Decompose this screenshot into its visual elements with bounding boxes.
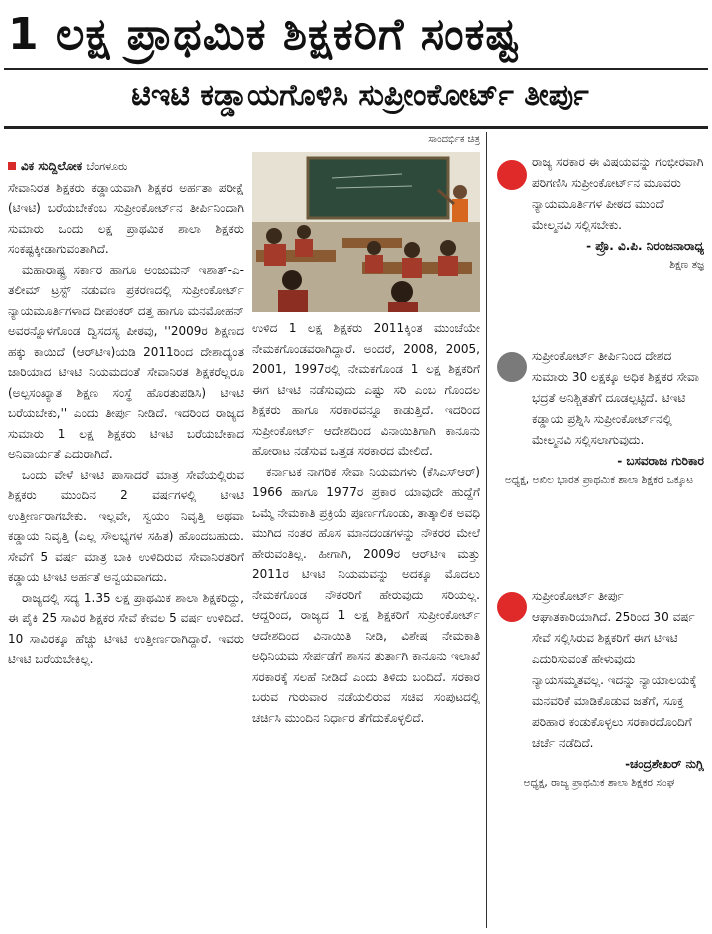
quote-block — [494, 346, 704, 582]
body-paragraph: ರಾಜ್ಯದಲ್ಲಿ ಸದ್ಯ 1.35 ಲಕ್ಷ ಪ್ರಾಥಮಿಕ ಶಾಲಾ ಶಿಕ್ಷಕರಿದ್ದು, ಈ ಪೈಕಿ 25 ಸಾವಿರ ಶಿಕ್ಷಕರ ಸೇವೆ ಕೇವಲ 5 ವರ್ಷ ಉಳಿದಿದೆ. 10 ಸಾವಿರಕ್ಕೂ ಹೆಚ್ಚು ಟಿಇಟಿ ಉತ್ತೀರ್ಣರಾಗಿದ್ದಾರೆ. ಇವರು ಟಿಇಟಿ ಬರೆಯಬೇಕಿಲ್ಲ. — [8, 590, 244, 666]
body-paragraph: ಕರ್ನಾಟಕ ನಾಗರಿಕ ಸೇವಾ ನಿಯಮಗಳು (ಕೆಸಿಎಸ್‌ಆರ್) 1966 ಹಾಗೂ 1977ರ ಪ್ರಕಾರ ಯಾವುದೇ ಹುದ್ದೆಗೆ ಒಮ್ಮೆ ನೇಮಕಾತಿ ಪ್ರಕ್ರಿಯೆ ಪೂರ್ಣಗೊಂಡು, ತಾತ್ಕಾಲಿಕ ಅವಧಿ ಮುಗಿದ ನಂತರ ಹೊಸ ಮಾನದಂಡಗಳನ್ನು ನೌಕರರ ಮೇಲೆ ಹೇರುವಂತಿಲ್ಲ. ಹೀಗಾಗಿ, 2009ರ ಆರ್‌ಟಿಇ ಮತ್ತು 2011ರ ಟಿಇಟಿ ನಿಯಮವನ್ನು ಅದಕ್ಕೂ ಮೊದಲು ನೇಮಕಗೊಂಡ ನೌಕರರಿಗೆ ಹೇರುವುದು ಸರಿಯಲ್ಲ. ಆದ್ದರಿಂದ, ರಾಜ್ಯದ 1 ಲಕ್ಷ ಶಿಕ್ಷಕರಿಗೆ ಸುಪ್ರೀಂಕೋರ್ಟ್ ಆದೇಶದಿಂದ ವಿನಾಯಿತಿ ನೀಡಿ, ವಿಶೇಷ ನೇಮಕಾತಿ ಅಧಿನಿಯಮ ಸೇರ್ಪಡೆಗೆ ಶಾಸನ ತುರ್ತಾಗಿ ಕಾನೂನು ಇಲಾಖೆ ಸರಕಾರಕ್ಕೆ ಸಲಹೆ ನೀಡಿದೆ ಎಂದು ತಿಳಿದು ಬಂದಿದೆ. ಸರಕಾರ ಬರುವ ಗುರುವಾರ ನಡೆಯಲಿರುವ ಸಚಿವ ಸಂಪುಟದಲ್ಲಿ ಚರ್ಚಿಸಿ ಮುಂದಿನ ನಿರ್ಧಾರ ತೆಗೆದುಕೊಳ್ಳಲಿದೆ. — [252, 464, 480, 725]
subheadline-divider — [4, 126, 708, 129]
quote-role: ಅಧ್ಯಕ್ಷ, ರಾಜ್ಯ ಪ್ರಾಥಮಿಕ ಶಾಲಾ ಶಿಕ್ಷಕರ ಸಂಘ — [523, 777, 675, 789]
byline-source: ವಿಕ ಸುದ್ದಿಲೋಕ — [21, 159, 83, 173]
quote-text: ಸುಪ್ರೀಂಕೋರ್ಟ್ ತೀರ್ಪಿನಿಂದ ದೇಶದ ಸುಮಾರು 30 ಲಕ್ಷಕ್ಕೂ ಅಧಿಕ ಶಿಕ್ಷಕರ ಸೇವಾ ಭದ್ರತೆ ಅನಿಶ್ಚಿತತೆಗೆ ದೂಡಲ್ಪಟ್ಟಿದೆ. ಟಿಇಟಿ ಕಡ್ಡಾಯ ಪ್ರಶ್ನಿಸಿ ಸುಪ್ರೀಂಕೋರ್ಟ್‌ನಲ್ಲಿ ಮೇಲ್ಮನವಿ ಸಲ್ಲಿಸಲಾಗುವುದು. — [532, 349, 699, 447]
article-column-2 — [252, 318, 480, 926]
body-paragraph: ಮಹಾರಾಷ್ಟ್ರ ಸರ್ಕಾರ ಹಾಗೂ ಅಂಜುಮನ್ ಇಶಾತ್-ಎ-ತಲೀಮ್ ಟ್ರಸ್ಟ್ ನಡುವಣ ಪ್ರಕರಣದಲ್ಲಿ ಸುಪ್ರೀಂಕೋರ್ಟ್ ನ್ಯಾಯಮೂರ್ತಿಗಳಾದ ದೀಪಂಕರ್ ದತ್ತ ಹಾಗೂ ಮನಮೋಹನ್ ಅವರನ್ನೊಳಗೊಂಡ ದ್ವಿಸದಸ್ಯ ಪೀಠವು, ''2009ರ ಶಿಕ್ಷಣದ ಹಕ್ಕು ಕಾಯಿದೆ (ಆರ್‌ಟಿಇ)ಯಡಿ 2011ರಿಂದ ದೇಶಾದ್ಯಂತ ಜಾರಿಯಾದ ಟಿಇಟಿ ನಿಯಮದಂತೆ ಸೇವಾನಿರತ ಶಿಕ್ಷಕರೆಲ್ಲರೂ (ಅಲ್ಪಸಂಖ್ಯಾತ ಶಿಕ್ಷಣ ಸಂಸ್ಥೆ ಹೊರತುಪಡಿಸಿ) ಟಿಇಟಿ ಬರೆಯಬೇಕು,'' ಎಂದು ತೀರ್ಪು ನೀಡಿದೆ. ಇದರಿಂದ ರಾಜ್ಯದ ಸುಮಾರು 1 ಲಕ್ಷ ಶಿಕ್ಷಕರು ಟಿಇಟಿ ಬರೆಯಬೇಕಾದ ಅನಿವಾರ್ಯತೆ ಎದುರಾಗಿದೆ. — [8, 262, 244, 461]
photo-caption: ಸಾಂದರ್ಭಿಕ ಚಿತ್ರ — [428, 134, 480, 145]
quote-author: - ಪ್ರೊ. ವಿ.ಪಿ. ನಿರಂಜನಾರಾಧ್ಯ — [586, 239, 704, 253]
column-divider — [486, 132, 487, 928]
quote-block — [494, 586, 704, 926]
byline — [8, 156, 244, 178]
body-paragraph: ಸೇವಾನಿರತ ಶಿಕ್ಷಕರು ಕಡ್ಡಾಯವಾಗಿ ಶಿಕ್ಷಕರ ಅರ್ಹತಾ ಪರೀಕ್ಷೆ (ಟಿಇಟಿ) ಬರೆಯಬೇಕೆಂಬ ಸುಪ್ರೀಂಕೋರ್ಟ್‌ನ ತೀರ್ಪಿನಿಂದಾಗಿ ಸುಮಾರು ಒಂದು ಲಕ್ಷ ಪ್ರಾಥಮಿಕ ಶಾಲಾ ಶಿಕ್ಷಕರು ಸಂಕಷ್ಟಕ್ಕೀಡಾಗುವಂತಾಗಿದೆ. — [8, 180, 244, 256]
classroom-photo — [252, 152, 480, 312]
quote-text: ಸುಪ್ರೀಂಕೋರ್ಟ್ ತೀರ್ಪು ಆಘಾತಕಾರಿಯಾಗಿದೆ. 25ರಿಂದ 30 ವರ್ಷ ಸೇವೆ ಸಲ್ಲಿಸಿರುವ ಶಿಕ್ಷಕರಿಗೆ ಈಗ ಟಿಇಟಿ ಎದುರಿಸುವಂತೆ ಹೇಳುವುದು ನ್ಯಾಯಸಮ್ಮತವಲ್ಲ. ಇದನ್ನು ನ್ಯಾಯಾಲಯಕ್ಕೆ ಮನವರಿಕೆ ಮಾಡಿಕೊಡುವ ಜತೆಗೆ, ಸೂಕ್ತ ಪರಿಹಾರ ಕಂಡುಕೊಳ್ಳಲು ಸರಕಾರದೊಂದಿಗೆ ಚರ್ಚೆ ನಡೆದಿದೆ. — [532, 589, 697, 750]
byline-marker-icon — [8, 162, 16, 170]
headline: 1 ಲಕ್ಷ ಪ್ರಾಥಮಿಕ ಶಿಕ್ಷಕರಿಗೆ ಸಂಕಷ್ಟ — [8, 9, 520, 60]
quote-author: - ಬಸವರಾಜ ಗುರಿಕಾರ — [617, 454, 704, 468]
quote-text: ರಾಜ್ಯ ಸರಕಾರ ಈ ವಿಷಯವನ್ನು ಗಂಭೀರವಾಗಿ ಪರಿಗಣಿಸಿ ಸುಪ್ರೀಂಕೋರ್ಟ್‌ನ ಮೂವರು ನ್ಯಾಯಮೂರ್ತಿಗಳ ಪೀಠದ ಮುಂದೆ ಮೇಲ್ಮನವಿ ಸಲ್ಲಿಸಬೇಕು. — [532, 155, 704, 232]
quote-author: -ಚಂದ್ರಶೇಖರ್ ನುಗ್ಲಿ — [625, 757, 704, 771]
quote-role: ಶಿಕ್ಷಣ ತಜ್ಞ — [669, 259, 704, 271]
subheadline: ಟಿಇಟಿ ಕಡ್ಡಾಯಗೊಳಿಸಿ ಸುಪ್ರೀಂಕೋರ್ಟ್ ತೀರ್ಪು — [131, 78, 589, 113]
classroom-illustration — [252, 152, 480, 312]
body-paragraph: ಒಂದು ವೇಳೆ ಟಿಇಟಿ ಪಾಸಾದರೆ ಮಾತ್ರ ಸೇವೆಯಲ್ಲಿರುವ ಶಿಕ್ಷಕರು ಮುಂದಿನ 2 ವರ್ಷಗಳಲ್ಲಿ ಟಿಇಟಿ ಉತ್ತೀರ್ಣರಾಗಬೇಕು. ಇಲ್ಲವೇ, ಸ್ವಯಂ ನಿವೃತ್ತಿ ಅಥವಾ ಕಡ್ಡಾಯ ನಿವೃತ್ತಿ (ಎಲ್ಲ ಸೌಲಭ್ಯಗಳ ಸಹಿತ) ಹೊಂದಬಹುದು. ಸೇವೆಗೆ 5 ವರ್ಷ ಮಾತ್ರ ಬಾಕಿ ಉಳಿದಿರುವ ಸೇವಾನಿರತರಿಗೆ ಕಡ್ಡಾಯ ಟಿಇಟಿ ಅರ್ಹತೆ ಅನ್ವಯವಾಗದು. — [8, 467, 244, 584]
body-paragraph: ಉಳಿದ 1 ಲಕ್ಷ ಶಿಕ್ಷಕರು 2011ಕ್ಕಿಂತ ಮುಂಚೆಯೇ ನೇಮಕಗೊಂಡವರಾಗಿದ್ದಾರೆ. ಅಂದರೆ, 2008, 2005, 2001, 1997ರಲ್ಲಿ ನೇಮಕಗೊಂಡ 1 ಲಕ್ಷ ಶಿಕ್ಷಕರಿಗೆ ಈಗ ಟಿಇಟಿ ನಡೆಸುವುದು ಎಷ್ಟು ಸರಿ ಎಂಬ ಗೊಂದಲ ಶಿಕ್ಷಕರು ಹಾಗೂ ಸರಕಾರವನ್ನೂ ಕಾಡುತ್ತಿದೆ. ಇದರಿಂದ ಸುಪ್ರೀಂಕೋರ್ಟ್ ಆದೇಶದಿಂದ ವಿನಾಯಿತಿಗಾಗಿ ಕಾನೂನು ಹೋರಾಟ ನಡೆಸುವ ಒತ್ತಡ ಸರಕಾರದ ಮೇಲಿದೆ. — [252, 321, 480, 458]
quote-block — [494, 152, 704, 342]
quote-role: ಅಧ್ಯಕ್ಷ, ಅಖಿಲ ಭಾರತ ಪ್ರಾಥಮಿಕ ಶಾಲಾ ಶಿಕ್ಷಕರ ಒಕ್ಕೂಟ — [504, 474, 694, 486]
byline-city: ಬೆಂಗಳೂರು — [86, 160, 128, 173]
article-column-1 — [8, 156, 244, 926]
